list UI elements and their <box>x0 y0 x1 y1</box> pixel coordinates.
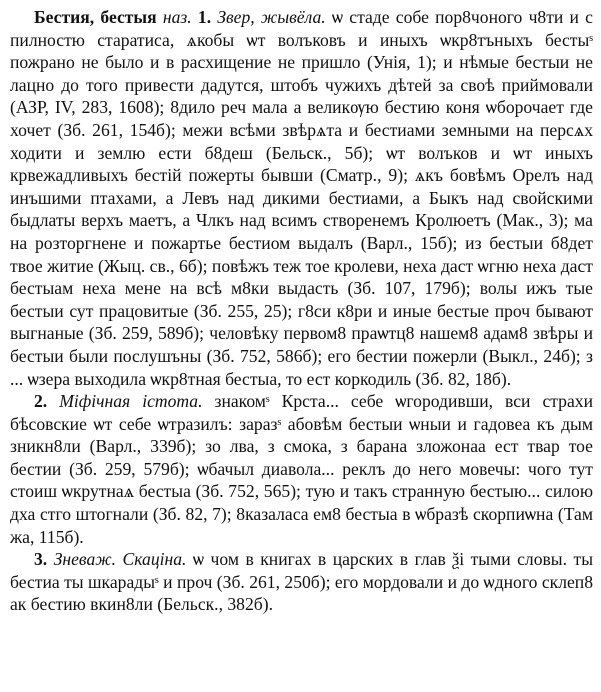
sense-1-gloss: Звер, жывёла. <box>217 7 326 27</box>
sense-3-gloss: Зневаж. Скаціна. <box>53 549 187 570</box>
entry-sense-3 <box>10 548 593 616</box>
entry-sense-1 <box>10 6 593 390</box>
sense-3-citations: ѡ чом в книгах в царских в глав ѯi тыми словы. ты бестиа ты шкарадыˢ и проч (Зб. 261, 250б); его мордовали и до ѡдного склеп8 ак бестию вкин8ли (Бельск., 382б). <box>10 549 594 615</box>
sense-2-number: 2. <box>34 391 48 412</box>
sense-1-citations: ѡ стаде собе пор8чоного ч8ти и с пилностю старатиса, ѧкобы ѡт волъковъ и иныхъ ѡкр8тъныхъ бестыˢ пожрано не было и в расхищение не пришло (Унія, 1); и нѣмые бестыи не лацно до того привести дадутся, штобъ чужихъ дѣтей за своѣ приймовали (АЗР, IV, 283, 1608); 8дило реч мала а великѹю бестию коня ѡборочает где хочет (Зб. 261, 154б); межи всѣми звѣрѧта и бестиами земными на персѧх ходити и землю ести б8деш (Бельск., 5б); ѡт волъков и ѡт иныхъ крвежадливыхъ бестій пожерты бывши (Сматр., 9); ѧкъ бовѣмъ Орелъ над инъшими птахами, а Левъ над дикими бестиами, а Быкъ над свойскими быдлаты верхъ маетъ, а Члкъ над всимъ створенемъ Кролюетъ (Мак., 3); ма на розторгнене и пожартье бестиом выдалъ (Варл., 15б); из бестыи б8дет твое житие (Жыц. св., 6б); повѣжъ теж тое кролеви, неха даст ѡгню неха даст бестыам неха мене на всѣ м8ки выдасть (Зб. 107, 179б); волы ижъ тые бестыи сут працовитые (Зб. 255, 25); г8си к8ри и иные бестые проч бывают выгнаные (Зб. 259, 589б); человѣку первом8 праѡтц8 нашем8 адам8 звѣры и бестыи были послушъны (Зб. 752, 586б); его бестии пожерли (Выкл., 24б); з ... ѡзера выходила ѡкр8тная бестыа, то ест коркодиль (Зб. 82, 18б). <box>10 7 593 389</box>
entry-sense-2 <box>10 390 593 548</box>
entry-headword: Бестия, бестыя <box>34 7 157 27</box>
sense-1-number: 1. <box>197 7 212 27</box>
sense-2-citations: знакомˢ Крста... себе ѡгородивши, вси страхи бѣсовские ѡт себе ѡтразилъ: заразˢ абовѣм бестыи ѡныи и гадовеа къ дым зникн8ли (Варл., 339б); зо лва, з смока, з барана зложонаа ест твар тое бестии (Зб. 259, 579б); ѡбачыл диавола... реклъ до него мовечы: чого тут стоиш ѡкрутнаѧ бестыа (Зб. 752, 565); тую и такъ странную бестыю... силою дха стго штогнали (Зб. 82, 7); 8казаласа ем8 бестыа в ѡбразѣ скорпиѡна (Там жа, 115б). <box>10 391 593 547</box>
sense-2-gloss: Міфічная істота. <box>59 391 203 412</box>
part-of-speech: наз. <box>162 7 192 27</box>
sense-3-number: 3. <box>34 549 48 570</box>
dictionary-entry <box>10 6 593 616</box>
